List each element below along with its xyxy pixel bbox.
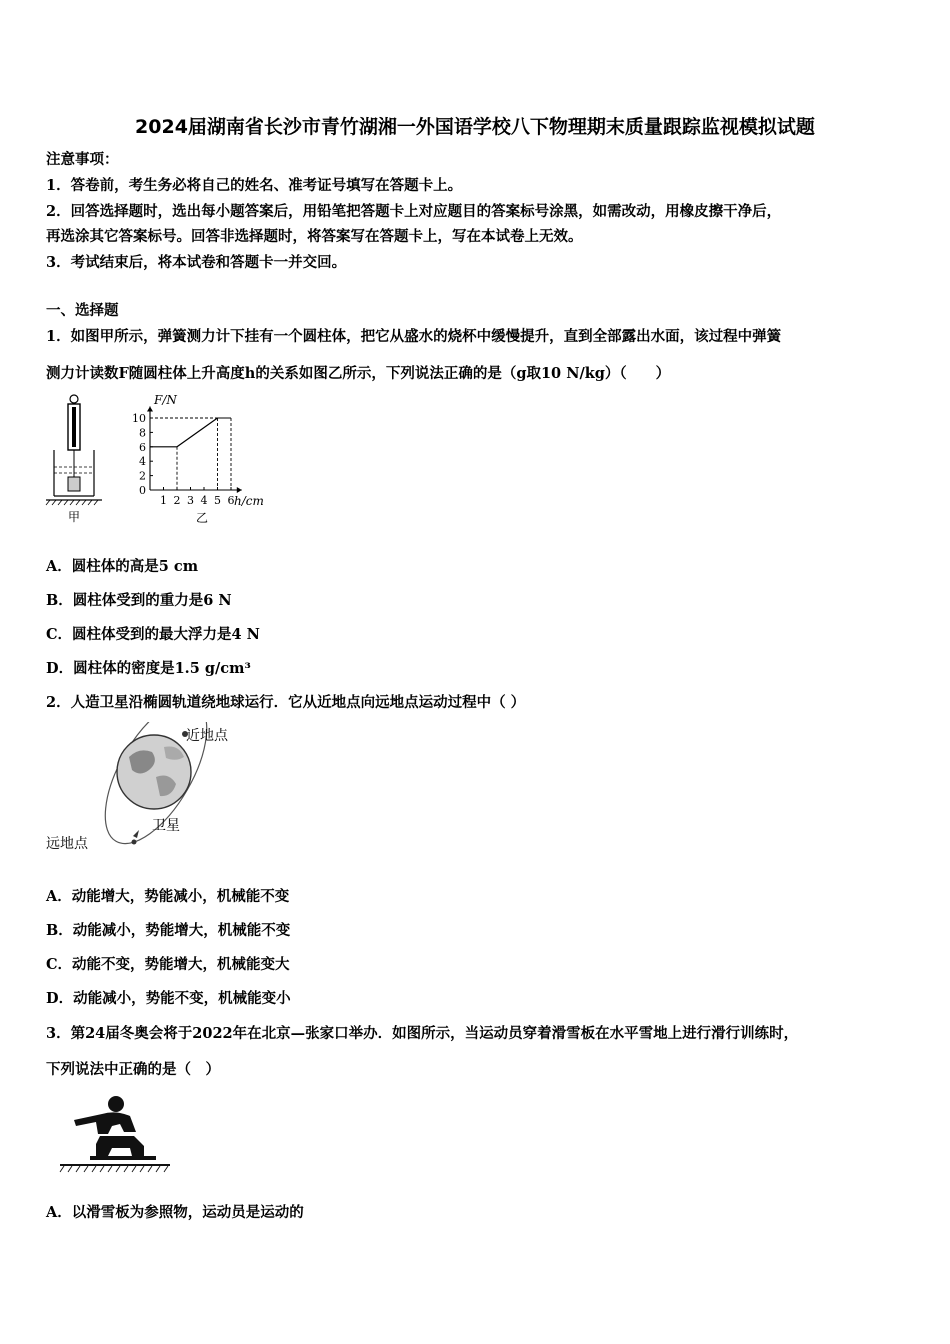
q2-option-d: D．动能减小，势能不变，机械能变小 [46,990,291,1007]
chart-ylabel: F/N [154,393,177,407]
label-satellite: 卫星 [152,818,180,834]
notice-heading: 注意事项： [46,151,119,168]
satellite-icon [133,830,139,838]
q1-option-a: A．圆柱体的高是5 cm [46,558,199,575]
q3-stem-line1: 3．第24届冬奥会将于2022年在北京—张家口举办．如图所示，当运动员穿着滑雪板在水平雪地上进行滑行训练时， [46,1025,799,1042]
section-heading: 一、选择题 [46,302,119,319]
satellite-orbit-figure [44,722,254,857]
q1-option-d: D．圆柱体的密度是1.5 g/cm³ [46,660,251,677]
page-title: 2024届湖南省长沙市青竹湖湘一外国语学校八下物理期末质量跟踪监视模拟试题 [135,116,815,138]
notice-item: 2．回答选择题时，选出每小题答案后，用铅笔把答题卡上对应题目的答案标号涂黑，如需改动，用橡皮擦干净后， [46,203,782,220]
chart-y-tick-label: 6 [139,440,146,454]
chart-x-tick-label: 4 [200,494,208,507]
q2-option-a: A．动能增大，势能减小，机械能不变 [46,888,290,905]
chart-series-line [150,418,218,447]
chart-y-tick-label: 10 [132,412,146,425]
apogee-point-icon [132,840,137,845]
chart-x-tick-label: 6 [227,494,235,507]
label-perigee: 近地点 [186,728,228,744]
chart-x-tick-label: 5 [214,494,221,507]
force-height-chart [110,388,280,528]
fig-label-b: 乙 [195,511,209,525]
q1-stem-line1: 1．如图甲所示，弹簧测力计下挂有一个圆柱体，把它从盛水的烧杯中缓慢提升，直到全部露出水面，该过程中弹簧 [46,328,782,345]
q1-stem-line2: 测力计读数F随圆柱体上升高度h的关系如图乙所示，下列说法正确的是（g取10 N/kg）（ ） [46,365,671,382]
notice-item: 3．考试结束后，将本试卷和答题卡一并交回。 [46,254,347,271]
chart-y-tick-label: 0 [139,484,146,497]
notice-item: 再选涂其它答案标号。回答非选择题时，将答案写在答题卡上，写在本试卷上无效。 [46,228,583,245]
q3-stem-line2: 下列说法中正确的是（ ） [46,1061,220,1078]
fig-label-a: 甲 [67,510,81,524]
q1-option-c: C．圆柱体受到的最大浮力是4 N [46,626,260,643]
q3-option-a: A．以滑雪板为参照物，运动员是运动的 [46,1204,304,1221]
chart-y-arrow-icon [147,406,153,411]
q2-option-b: B．动能减小，势能增大，机械能不变 [46,922,291,939]
label-apogee: 远地点 [46,836,88,852]
chart-y-tick-label: 2 [139,469,146,483]
q1-option-b: B．圆柱体受到的重力是6 N [46,592,232,609]
chart-xlabel: h/cm [234,494,264,508]
chart-y-tick-label: 4 [139,455,146,469]
chart-x-tick-label: 3 [187,494,194,507]
q2-stem: 2．人造卫星沿椭圆轨道绕地球运行．它从近地点向远地点运动过程中（ ） [46,694,526,711]
chart-y-tick-label: 8 [139,426,146,440]
chart-x-tick-label: 2 [173,494,181,507]
snowboarder-figure [52,1092,182,1174]
chart-x-arrow-icon [237,487,242,493]
q2-option-c: C．动能不变，势能增大，机械能变大 [46,956,290,973]
chart-x-tick-label: 1 [160,494,167,507]
spring-scale-figure [44,393,104,525]
notice-item: 1．答卷前，考生务必将自己的姓名、准考证号填写在答题卡上。 [46,177,463,194]
